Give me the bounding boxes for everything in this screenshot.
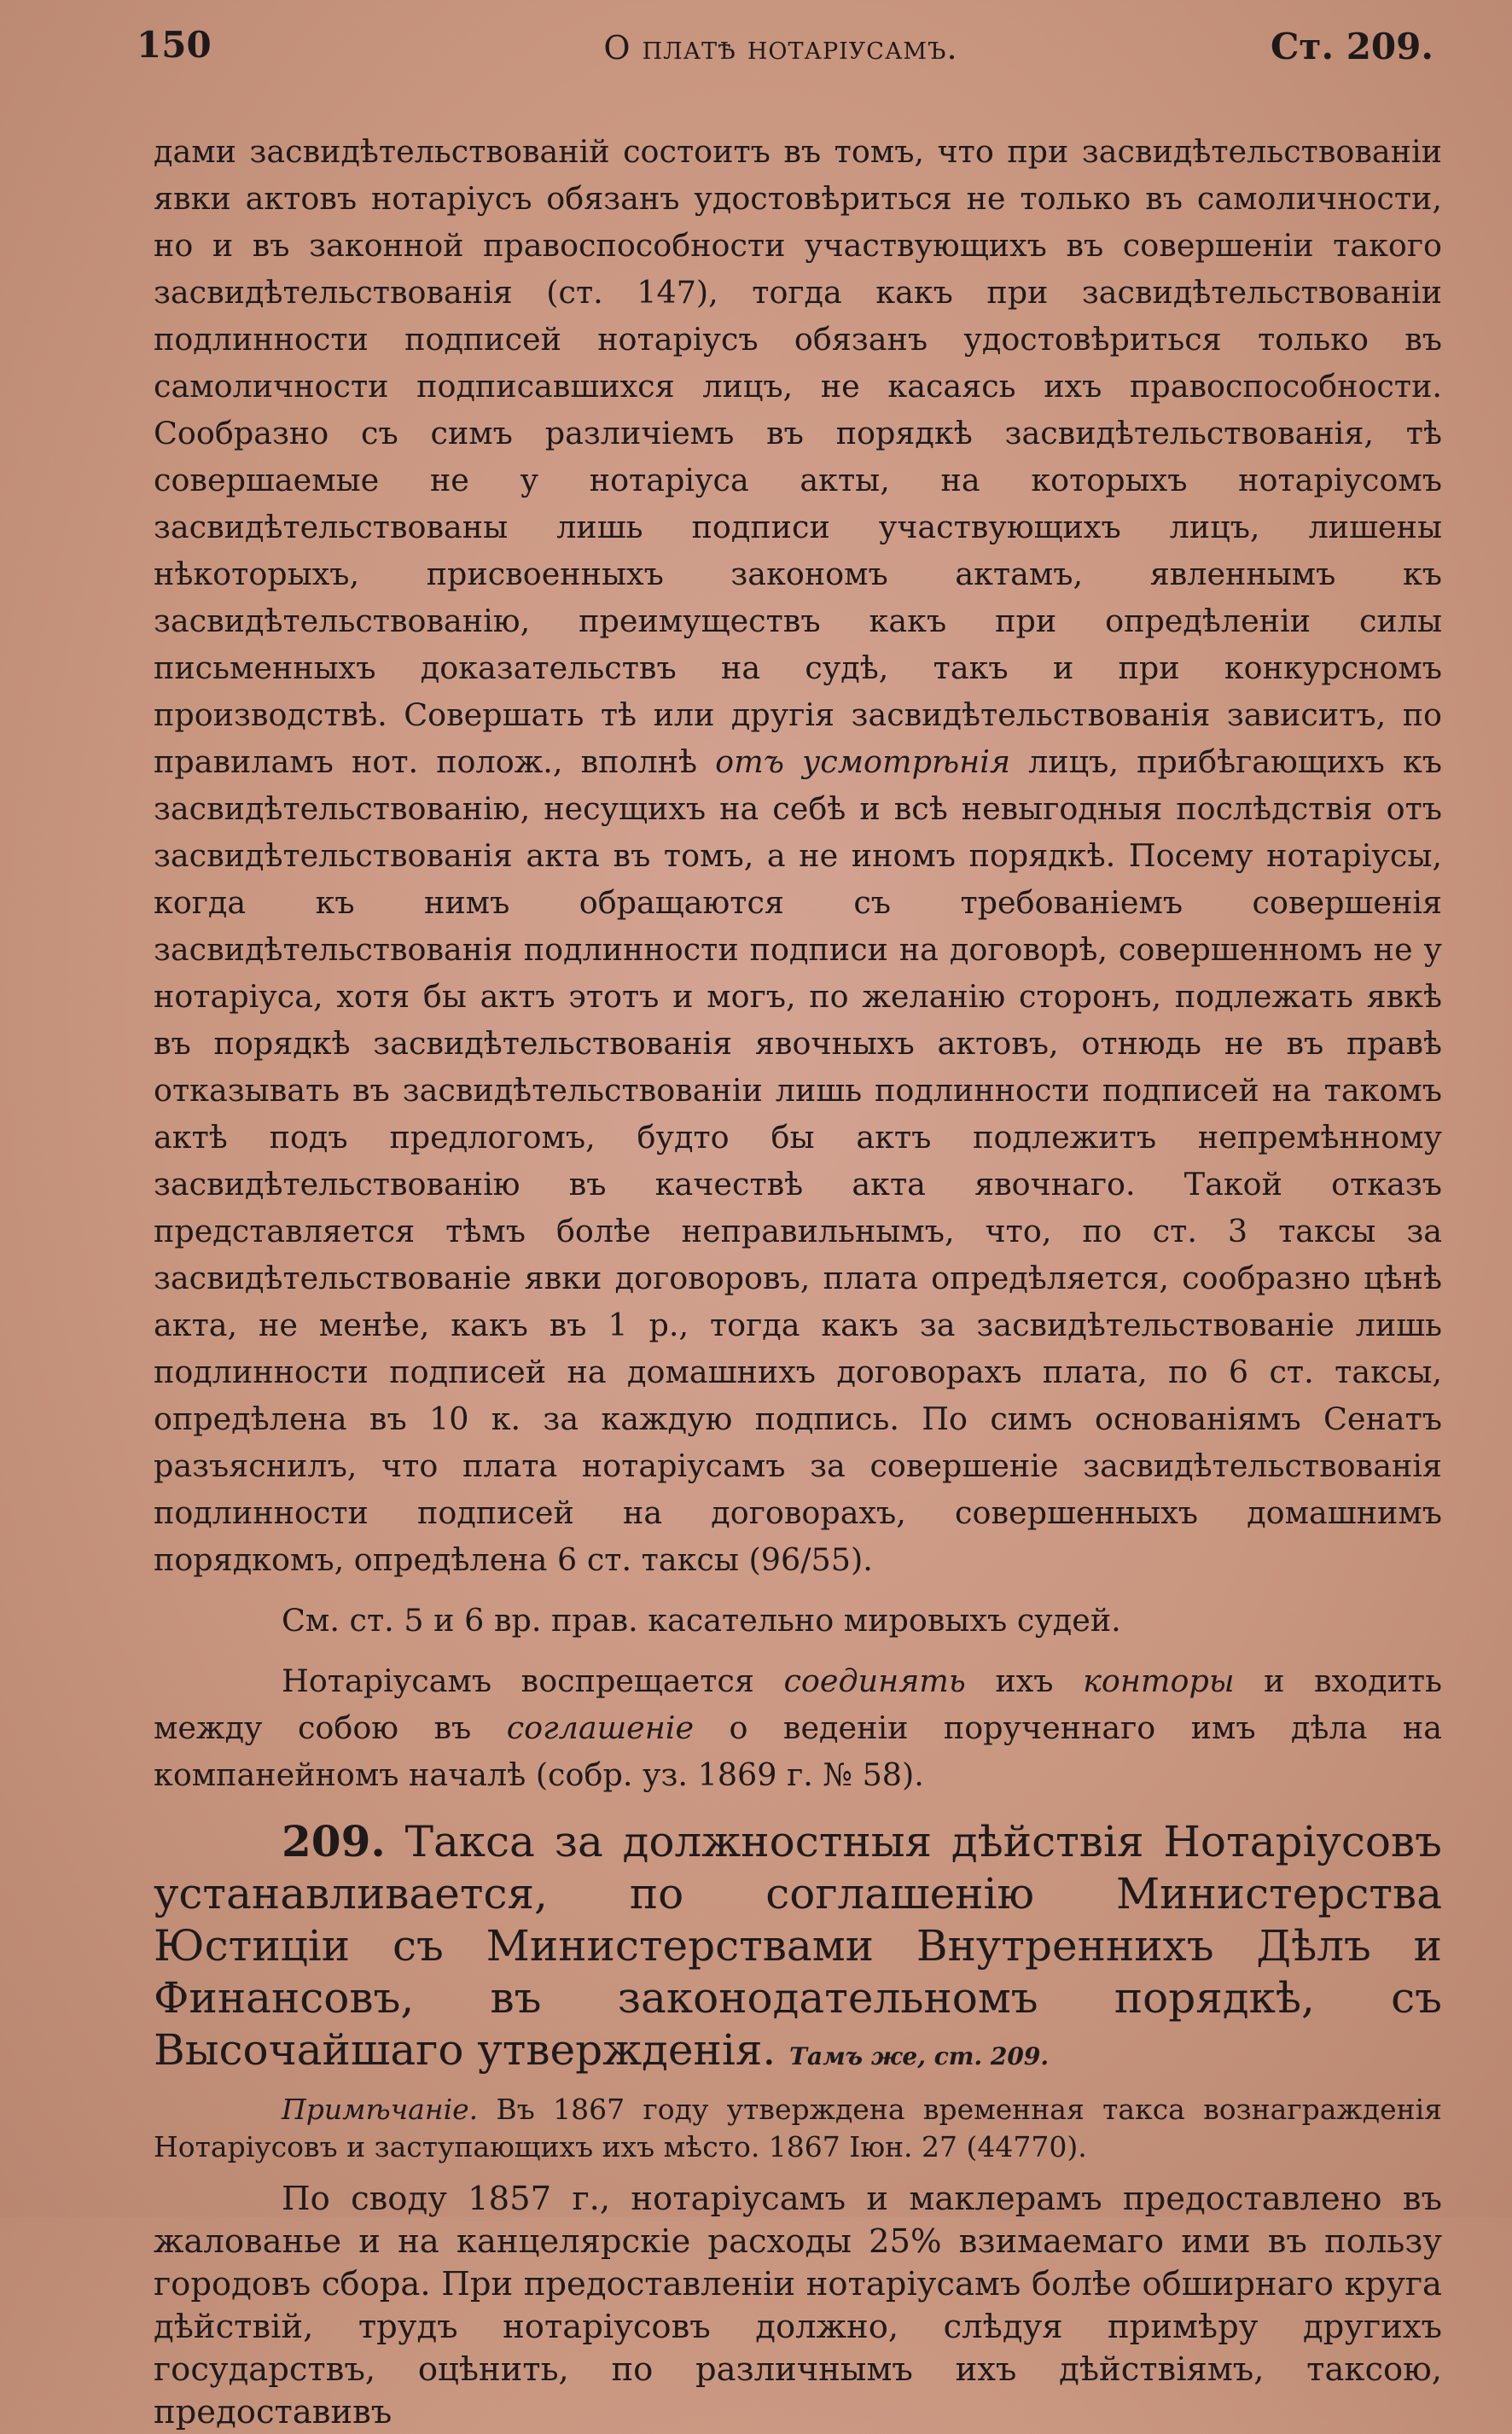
article-source: Тамъ же, ст. 209. (789, 2042, 1050, 2070)
text-run: о веденіи порученнаго имъ дѣла на компанейномъ началѣ (собр. уз. 1869 г. № 58). (154, 1709, 1442, 1793)
paragraph-commentary (154, 128, 1442, 1583)
note-paragraph (154, 2091, 1442, 2166)
paragraph-commentary-2: По своду 1857 г., нотаріусамъ и маклерамъ предоставлено въ жалованье и на канцелярскіе расходы 25% взимаемаго ими въ пользу городовъ сбора. При предоставленіи нотаріусамъ болѣе обширнаго круга дѣйствій, трудъ нотаріусовъ должно, слѣдуя примѣру другихъ государствъ, оцѣнить, по различнымъ ихъ дѣйствіямъ, таксою, предоставивъ (154, 2180, 1442, 2431)
emphasis-text: конторы (1083, 1662, 1235, 1699)
text-run: Нотаріусамъ воспрещается (282, 1662, 784, 1699)
note-text: Въ 1867 году утверждена временная такса вознагражденія Нотаріусовъ и заступающихъ ихъ мѣсто. 1867 Іюн. 27 (44770). (154, 2093, 1442, 2163)
text-run: ихъ (965, 1662, 1084, 1699)
paragraph-cross-reference: См. ст. 5 и 6 вр. прав. касательно мировыхъ судей. (282, 1602, 1121, 1639)
text-run: и входить между собою въ (154, 1662, 1442, 1746)
article-text: Такса за должностныя дѣйствія Нотаріусовъ устанавливается, по соглашенію Министерства Юстиціи съ Министерствами Внутреннихъ Дѣлъ и Финансовъ, въ законодательномъ порядкѣ, съ Высочайшаго утвержденія. (154, 1817, 1442, 2075)
article-number: 209. (282, 1816, 386, 1866)
article-209 (154, 1815, 1442, 2082)
emphasis-text: соединять (783, 1662, 966, 1699)
article-reference: Ст. 209. (1271, 26, 1433, 67)
note-label: Примѣчаніе. (282, 2093, 479, 2126)
emphasis-text: соглашеніе (506, 1709, 695, 1746)
page-number: 150 (137, 24, 212, 66)
emphasis-text: отъ усмотрѣнія (715, 743, 1011, 780)
text-run: лицъ, прибѣгающихъ къ засвидѣтельствованію, несущихъ на себѣ и всѣ невыгодныя послѣдствія отъ засвидѣтельствованія акта въ томъ, а не иномъ порядкѣ. Посему нотаріусы, когда къ нимъ обращаются съ требованіемъ совершенія засвидѣтельствованія подлинности подписи на договорѣ, совершенномъ не у нотаріуса, хотя бы актъ этотъ и могъ, по желанію сторонъ, подлежать явкѣ въ порядкѣ засвидѣтельствованія явочныхъ актовъ, отнюдь не въ правѣ отказывать въ засвидѣтельствованіи лишь подлинности подписей на такомъ актѣ подъ предлогомъ, будто бы актъ подлежитъ непремѣнному засвидѣтельствованію въ качествѣ акта явочнаго. Такой отказъ представляется тѣмъ болѣе неправильнымъ, что, по ст. 3 таксы за засвидѣтельствованіе явки договоровъ, плата опредѣляется, сообразно цѣнѣ акта, не менѣе, какъ въ 1 р., тогда какъ за засвидѣтельствованіе лишь подлинности подписей на домашнихъ договорахъ плата, по 6 ст. таксы, опредѣлена въ 10 к. за каждую подпись. По симъ основаніямъ Сенатъ разъяснилъ, что плата нотаріусамъ за совершеніе засвидѣтельствованія подлинности подписей на договорахъ, совершенныхъ домашнимъ порядкомъ, опредѣлена 6 ст. таксы (96/55). (154, 743, 1442, 1578)
running-title: О платѣ нотаріусамъ. (603, 29, 958, 67)
running-head (128, 20, 1433, 72)
paragraph-prohibition (154, 1657, 1442, 1798)
body-text (154, 128, 1442, 2434)
text-run: дами засвидѣтельствованій состоитъ въ томъ, что при засвидѣтельствованіи явки актовъ нотаріусъ обязанъ удостовѣриться не только въ самоличности, но и въ законной правоспособности участвующихъ въ совершеніи такого засвидѣтельствованія (ст. 147), тогда какъ при засвидѣтельствованіи подлинности подписей нотаріусъ обязанъ удостовѣриться только въ самоличности подписавшихся лицъ, не касаясь ихъ правоспособности. Сообразно съ симъ различіемъ въ порядкѣ засвидѣтельствованія, тѣ совершаемые не у нотаріуса акты, на которыхъ нотаріусомъ засвидѣтельствованы лишь подписи участвующихъ лицъ, лишены нѣкоторыхъ, присвоенныхъ закономъ актамъ, явленнымъ къ засвидѣтельствованію, преимуществъ какъ при опредѣленіи силы письменныхъ доказательствъ на судѣ, такъ и при конкурсномъ производствѣ. Совершать тѣ или другія засвидѣтельствованія зависитъ, по правиламъ нот. полож., вполнѣ (154, 133, 1442, 780)
